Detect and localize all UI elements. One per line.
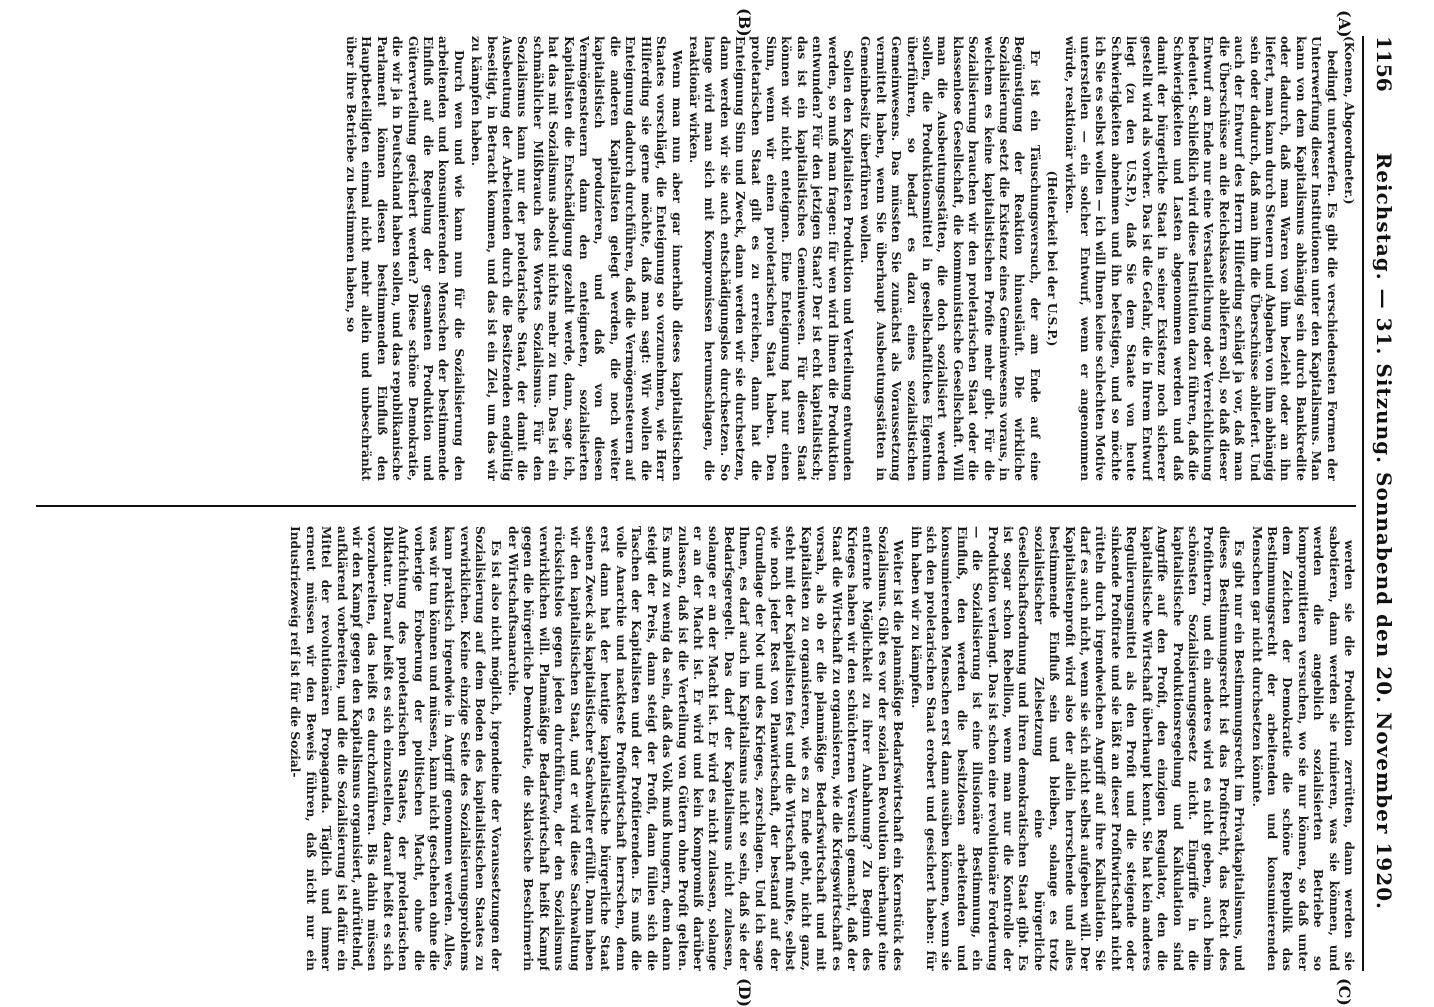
paragraph: Wenn man nun aber gar innerhalb dieses kapitalistischen Staates vorschlägt, die Enteignung so vorzunehmen, wie Herr Hilferding sie gerne möchte, daß man sagt: Wir wollen die Enteignung dadurch durchführen, daß die Vermögensteuern auf die anderen Kapitalisten gelegt werden, die noch weiter kapitalistisch produzieren, und daß von diesen Vermögensteuern dann den enteigneten, sozialisierten Kapitalisten die Entschädigung gezahlt werde, dann, sage ich, hat das mit Sozialismus absolut nichts mehr zu tun. Das ist ein schmählicher Mißbrauch des Wortes Sozialismus. Für den Sozialismus kann nur der proletarische Staat, der damit die Ausbeutung der Arbeitenden durch die Besitzenden endgültig beseitigt, in Betracht kommen, und das ist ein Ziel, um das wir zu kämpfen haben.	[469, 36, 684, 481]
margin-marker-d: (D)	[735, 978, 754, 1007]
margin-marker-c: (C)	[1335, 978, 1354, 1006]
page-title: Reichstag. — 31. Sitzung. Sonnabend den 20. November 1920.	[1372, 152, 1396, 910]
interjection: (Heiterkeit bei der U.S.P.)	[1045, 170, 1060, 347]
right-text-column	[36, 526, 1356, 971]
column-divider	[36, 505, 1356, 507]
paragraph: Sollen den Kapitalisten Produktion und Verteilung entwunden werden, so muß man fragen: für wen wird ihnen die Produktion entwunden? Für den jetzigen Staat? Der ist echt kapitalistisch; das ist ein kapitalistisches Gemeinwesen. Für diesen Staat können wir nicht enteignen. Eine Enteignung hat nur einen Sinn, wenn wir einen proletarischen Staat haben. Den proletarischen Staat gilt es zu erreichen, dann hat die Enteignung Sinn und Zweck, dann werden wir sie durchsetzen, dann werden wir sie auch entschädigungslos durchsetzen. So lange wird man sich mit Kompromissen herumschlagen, die reaktionär wirken.	[686, 36, 855, 481]
paragraph: Durch wen und wie kann nun für die Sozialisierung den arbeitenden und konsumierenden Menschen der bestimmende Einfluß auf die Regelung der gesamten Produktion und Güterverteilung gesichert werden? Diese schöne Demokratie, die wir ja in Deutschland haben sollen, und das republikanische Parlament können diesen bestimmenden Einfluß den Hauptbeteiligten einmal nicht mehr allein und unbeschränkt über ihre Betriebe zu bestimmen haben, so	[344, 36, 466, 481]
page-number: 1156	[1372, 36, 1396, 92]
margin-marker-b: (B)	[735, 8, 754, 37]
speaker-line: (Koenen, Abgeordneter.)	[1342, 36, 1356, 205]
paragraph: bedingt unterwerfen. Es gibt die verschiedensten Formen der Unterwerfung dieser Institutionen unter den Kapitalismus. Man kann von dem Kapitalismus abhängig sein durch Bankkredite oder dadurch, daß man Waren von ihm bezieht oder an ihn liefert, man kann durch Steuern und Abgaben von ihm abhängig sein oder dadurch, daß man ihm die Überschüsse abliefert. Und auch der Entwurf des Herrn Hilferding schlägt ja vor, daß man die Überschüsse an die Reichskasse abliefern soll, so daß dieser Entwurf am Ende nur eine Verstaatlichung oder Verreichlichung bedeutet. Schließlich wird diese Institution dazu führen, daß die Schwierigkeiten und Lasten abgenommen werden und daß damit der bürgerliche Staat in seiner Existenz noch sicherer gestellt wird als vorher. Das ist die Gefahr, die in Ihrem Entwurf liegt (zu den U.S.P.), daß Sie dem Staate von heute Schwierigkeiten abnehmen und ihn befestigen, und so möchte ich Sie es selbst wollen — ich will Ihnen keine schlechten Motive unterstellen — ein solcher Entwurf, wenn er angenommen würde, reaktionär wirken.	[1062, 36, 1339, 481]
paragraph: werden sie die Produktion zerrütten, dann werden sie sabotieren, dann werden sie ruinieren, was sie können, und werden die angeblich sozialisierten Betriebe so kompromittieren versuchen, wo sie nur können, so daß unter dem Zeichen der Demokratie die schöne Republik das Bestimmungsrecht der arbeitenden und konsumierenden Menschen gar nicht durchsetzen könnte.	[1249, 526, 1356, 971]
left-text-column	[36, 36, 1356, 481]
paragraph: Es ist also nicht möglich, irgendeine der Voraussetzungen der Sozialisierung auf dem Boden des kapitalistischen Staates zu verwirklichen. Keine einzige Seite des Sozialisierungsproblems kann praktisch irgendwie in Angriff genommen werden. Alles, was wir tun können und müssen, kann nicht geschehen ohne die vorherige Eroberung der politischen Macht, ohne die Aufrichtung des proletarischen Staates, der proletarischen Diktatur. Darauf heißt es sich einzustellen, darauf heißt es sich vorzubereiten, das heißt es durchzuführen. Bis dahin müssen wir den Kampf gegen den Kapitalismus organisiert, aufrüttelnd, aufklärend vorbereiten, und die die Sozialisierung ist dafür ein Mittel der revolutionären Propaganda. Täglich und immer erneut müssen wir den Beweis führen, daß nicht nur ein Industriezweig reif ist für die Sozial-	[288, 526, 503, 971]
page-header	[1362, 36, 1404, 971]
paragraph: Er ist ein Täuschungsversuch, der am Ende auf eine Begünstigung der Reaktion hinausläuft. Die wirkliche Sozialisierung setzt die Existenz eines Gemeinwesens voraus, in welchem es keine kapitalistischen Profite mehr gibt. Für die Sozialisierung brauchen wir den proletarischen Staat oder die klassenlose Gesellschaft, die kommunistische Gesellschaft. Will man die Ausbeutungsstätten, die doch sozialisiert werden sollen, die Produktionsmittel in gesellschaftliches Eigentum überführen, so bedarf es dazu eines sozialistischen Gemeinwesens. Das müssten Sie zunächst als Voraussetzung vermittelt haben, wenn Sie überhaupt Ausbeutungsstätten in Gemeinbesitz überführen wollen.	[858, 36, 1042, 481]
paragraph: Es gibt nur ein Bestimmungsrecht im Privatkapitalismus, und dieses Bestimmungsrecht ist das Profitrecht, das Recht des Profitherrn, und ein anderes wird es nicht geben, auch beim schönsten Sozialisierungsgesetz nicht. Eingriffe in die kapitalistische Produktionsregelung und Kalkulation sind Angriffe auf den Profit, den einzigen Regulator, den die kapitalistische Wirtschaft überhaupt kennt. Sie hat kein anderes Regulierungsmittel als den Profit und die steigende oder sinkende Profitrate und sie läßt an dieser Profitwirtschaft nicht rütteln durch irgendwelchen Angriff auf ihre Kalkulation. Sie darf es auch nicht, wenn sie sich nicht selbst aufgeben will. Der Kapitalistenprofit wird also der allein herrschende und alles bestimmende Einfluß sein und bleiben, solange es trotz sozialistischer Zielsetzung eine bürgerliche Gesellschaftsordnung und ihren demokratischen Staat gibt. Es ist sogar schon Rebellion, wenn man nur die Kontrolle der Produktion verlangt. Das ist schon eine revolutionäre Forderung — die Sozialisierung ist eine illusionäre Bestimmung, ein Einfluß, den werden die besitzlosen arbeitenden und konsumierenden Menschen erst dann ausüben können, wenn sie sich den proletarischen Staat erobert und gesichert haben: für ihn haben wir zu kämpfen.	[908, 526, 1247, 971]
paragraph: Weiter ist die planmäßige Bedarfswirtschaft ein Kernstück des Sozialismus. Gibt es vor der sozialen Revolution überhaupt eine entfernte Möglichkeit zu ihrer Anbahnung? Zu Beginn des Krieges haben wir den schüchternen Versuch gemacht, daß der Staat die Wirtschaft zu organisieren, wie die Kriegswirtschaft es vorsah, als ob er die planmäßige Bedarfswirtschaft und mit Kapitalisten zu organisieren, wie es zu Ende geht, nicht ganz, steht mit der Kapitalisten fest und die Wirtschaft mußte, selbst wie noch jeder Rest von Planwirtschaft, der bestand auf der Grundlage der Not und des Krieges, zerschlagen. Und ich sage Ihnen, es darf auch im Kapitalismus nicht so sein, daß sie der Bedarfsgeregelt. Das darf der Kapitalismus nicht zulassen, solange er an der Macht ist. Er wird es nicht zulassen, solange er an der Macht ist. Er wird und kein Kompromiß darüber zulassen, daß ist die Verteilung von Gütern ohne Profit gelten. Es muß zu wenig da sein, daß das Volk muß hungern, denn dann steigt der Preis, dann steigt der Profit, dann füllen sich die Taschen der Kapitalisten und der Profitierenden. Es muß die volle Anarchie und nackteste Profitwirtschaft herrschen, denn erst dann hat der heutige kapitalistische bürgerliche Staat seinen Zweck als kapitalistischer Sachwalter erfüllt. Dann haben wir den kapitalistischen Staat, und er wird diese Sachwaltung rücksichtslos gegen jeden durchführen, der den Sozialismus verwirklichen will. Planmäßige Bedarfswirtschaft heißt Kampf gegen die bürgerliche Demokratie, die sklavische Beschirmerin der Wirtschaftsanarchie.	[506, 526, 906, 971]
margin-marker-a: (A)	[1335, 10, 1354, 38]
